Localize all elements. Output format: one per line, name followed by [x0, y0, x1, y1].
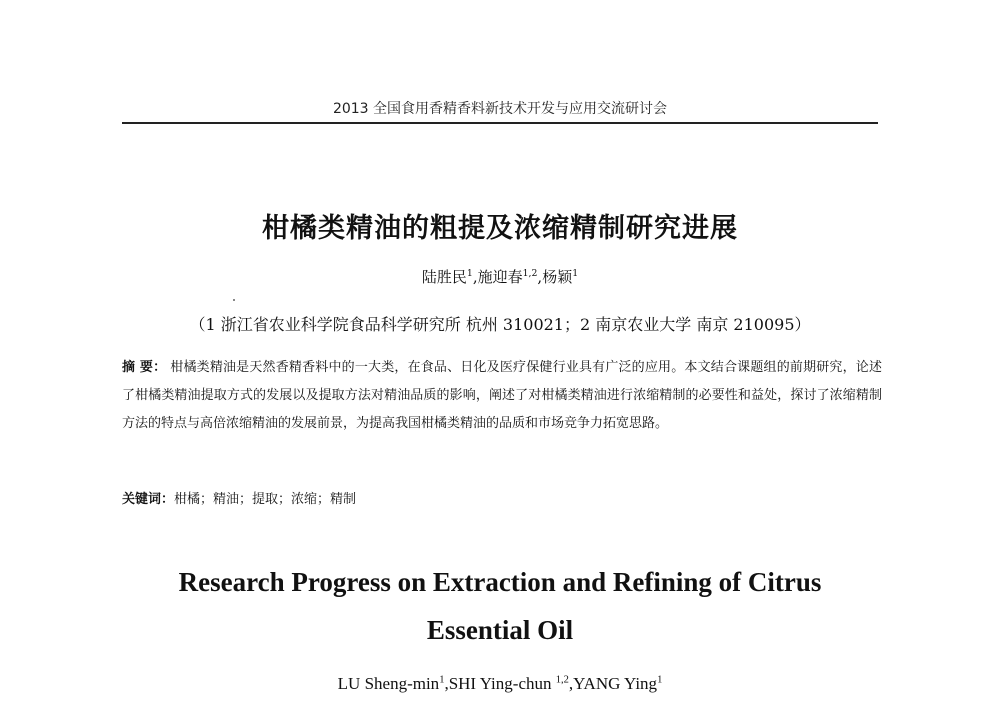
author-affiliation-mark: 1 — [439, 674, 445, 686]
header-rule — [122, 122, 878, 124]
keywords-cn — [122, 486, 882, 514]
author-name: YANG Ying — [573, 674, 658, 693]
authors-en — [0, 674, 1000, 694]
keywords-text: 柑橘；精油；提取；浓缩；精制 — [174, 492, 357, 507]
author-name: 施迎春 — [477, 268, 523, 286]
author-affiliation-mark: 1 — [657, 674, 663, 686]
abstract-text: 柑橘类精油是天然香精香料中的一大类，在食品、日化及医疗保健行业具有广泛的应用。本文结合课题组的前期研究，论述了柑橘类精油提取方式的发展以及提取方法对精油品质的影响，阐述了对柑橘类精油进行浓缩精制的必要性和益处，探讨了浓缩精制方法的特点与高倍浓缩精油的发展前景，为提高我国柑橘类精油的品质和市场竞争力拓宽思路。 — [122, 360, 882, 431]
abstract-label: 摘 要： — [122, 360, 167, 375]
scan-speck — [233, 299, 235, 301]
author-name: LU Sheng-min — [337, 674, 440, 693]
abstract-cn — [122, 354, 882, 438]
authors-cn — [0, 266, 1000, 287]
author-name: SHI Ying-chun — [448, 674, 556, 693]
author-separator: , — [568, 674, 574, 693]
author-separator: , — [537, 268, 543, 286]
author-name: 杨颖 — [542, 268, 573, 286]
author-affiliation-mark: 1 — [572, 268, 579, 279]
author-affiliation-mark: 1 — [466, 268, 473, 279]
keywords-label: 关键词： — [122, 492, 175, 507]
author-name: 陆胜民 — [421, 268, 467, 286]
title-en-line-1: Research Progress on Extraction and Refining of Citrus — [178, 567, 822, 597]
paper-title-cn: 柑橘类精油的粗提及浓缩精制研究进展 — [262, 213, 738, 244]
paper-title-en — [0, 558, 1000, 654]
author-separator: , — [444, 674, 449, 693]
author-affiliation-mark: 1,2 — [522, 268, 538, 279]
affiliation-cn: （1 浙江省农业科学院食品科学研究所 杭州 310021；2 南京农业大学 南京 210095） — [189, 315, 811, 334]
conference-header: 2013 全国食用香精香料新技术开发与应用交流研讨会 — [332, 101, 668, 117]
title-en-line-2: Essential Oil — [426, 615, 574, 645]
author-affiliation-mark: 1,2 — [555, 674, 569, 686]
author-separator: , — [472, 268, 478, 286]
